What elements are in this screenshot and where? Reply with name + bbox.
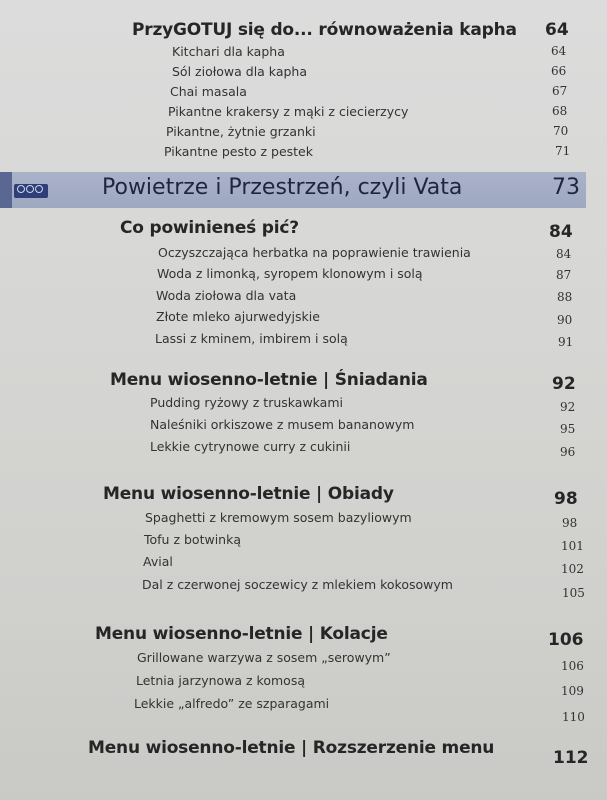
section-title: Menu wiosenno-letnie | Obiady: [103, 484, 394, 504]
item-title: Lekkie „alfredo” ze szparagami: [134, 696, 330, 711]
toc-item: [0, 331, 607, 349]
toc-item: [0, 64, 607, 82]
section-drinks: [0, 218, 607, 242]
section-title: Menu wiosenno-letnie | Kolacje: [95, 624, 388, 644]
toc-item: [0, 417, 607, 435]
toc-item: [0, 104, 607, 122]
toc-item: [0, 696, 607, 724]
section-lunch: [0, 484, 607, 508]
item-page: 70: [553, 124, 569, 138]
item-page: 106: [561, 659, 584, 673]
toc-item: [0, 288, 607, 306]
section-title: PrzyGOTUJ się do... równoważenia kapha: [132, 20, 517, 40]
item-title: Pikantne krakersy z mąki z ciecierzycy: [168, 104, 409, 119]
item-page: 91: [558, 335, 574, 349]
section-page: 112: [553, 748, 589, 768]
item-page: 66: [551, 64, 567, 78]
item-page: 110: [562, 710, 585, 724]
toc-item: [0, 532, 607, 553]
item-page: 84: [556, 247, 572, 261]
toc-item: [0, 439, 607, 457]
item-page: 88: [557, 290, 573, 304]
item-page: 102: [561, 562, 584, 576]
section-dinner: [0, 624, 607, 648]
section-title: Menu wiosenno-letnie | Rozszerzenie menu: [88, 738, 495, 758]
section-page: 106: [548, 630, 584, 650]
item-title: Pudding ryżowy z truskawkami: [150, 395, 343, 410]
item-page: 68: [552, 104, 568, 118]
item-title: Złote mleko ajurwedyjskie: [156, 309, 320, 324]
item-title: Grillowane warzywa z sosem „serowym”: [137, 650, 391, 665]
item-title: Pikantne, żytnie grzanki: [166, 124, 316, 139]
item-title: Chai masala: [170, 84, 247, 99]
toc-item: [0, 395, 607, 413]
item-page: 109: [561, 684, 584, 698]
item-page: 105: [562, 586, 585, 600]
item-title: Avial: [143, 554, 173, 569]
chapter-title: Powietrze i Przestrzeń, czyli Vata: [102, 175, 463, 200]
toc-item: [0, 266, 607, 284]
section-page: 98: [554, 489, 578, 509]
toc-item: [0, 144, 607, 162]
item-title: Woda z limonką, syropem klonowym i solą: [157, 266, 423, 281]
item-title: Spaghetti z kremowym sosem bazyliowym: [145, 510, 412, 525]
toc-item: [0, 84, 607, 102]
item-page: 101: [561, 539, 584, 553]
item-page: 98: [562, 516, 578, 530]
section-extension: [0, 738, 607, 768]
chapter-banner: [0, 172, 586, 208]
item-page: 90: [557, 313, 573, 327]
toc-item: [0, 309, 607, 327]
chapter-page: 73: [552, 175, 580, 200]
section-title: Menu wiosenno-letnie | Śniadania: [110, 370, 428, 390]
item-title: Tofu z botwinką: [144, 532, 241, 547]
item-title: Naleśniki orkiszowe z musem bananowym: [150, 417, 415, 432]
section-title: Co powinieneś pić?: [120, 218, 299, 238]
section-page: 92: [552, 374, 576, 394]
item-page: 96: [560, 445, 576, 459]
toc-item: [0, 554, 607, 576]
item-page: 95: [560, 422, 576, 436]
toc-item: [0, 673, 607, 698]
toc-item: [0, 44, 607, 62]
item-title: Letnia jarzynowa z komosą: [136, 673, 305, 688]
item-page: 92: [560, 400, 576, 414]
item-title: Lassi z kminem, imbirem i solą: [155, 331, 348, 346]
section-breakfast: [0, 370, 607, 394]
dosha-logo-icon: [14, 184, 48, 198]
section-page: 64: [545, 20, 569, 40]
item-title: Lekkie cytrynowe curry z cukinii: [150, 439, 351, 454]
toc-item: [0, 577, 607, 600]
toc-item: [0, 510, 607, 528]
item-page: 71: [555, 144, 571, 158]
section-kapha: [0, 20, 607, 42]
item-title: Pikantne pesto z pestek: [164, 144, 313, 159]
toc-item: [0, 650, 607, 673]
item-title: Woda ziołowa dla vata: [156, 288, 297, 303]
item-page: 67: [552, 84, 568, 98]
item-title: Sól ziołowa dla kapha: [172, 64, 308, 79]
item-title: Oczyszczająca herbatka na poprawienie trawienia: [158, 245, 471, 260]
item-title: Kitchari dla kapha: [172, 44, 285, 59]
item-page: 87: [556, 268, 572, 282]
toc-item: [0, 124, 607, 142]
item-page: 64: [551, 44, 567, 58]
toc-item: [0, 245, 607, 263]
item-title: Dal z czerwonej soczewicy z mlekiem kokosowym: [142, 577, 453, 592]
section-page: 84: [549, 222, 573, 242]
